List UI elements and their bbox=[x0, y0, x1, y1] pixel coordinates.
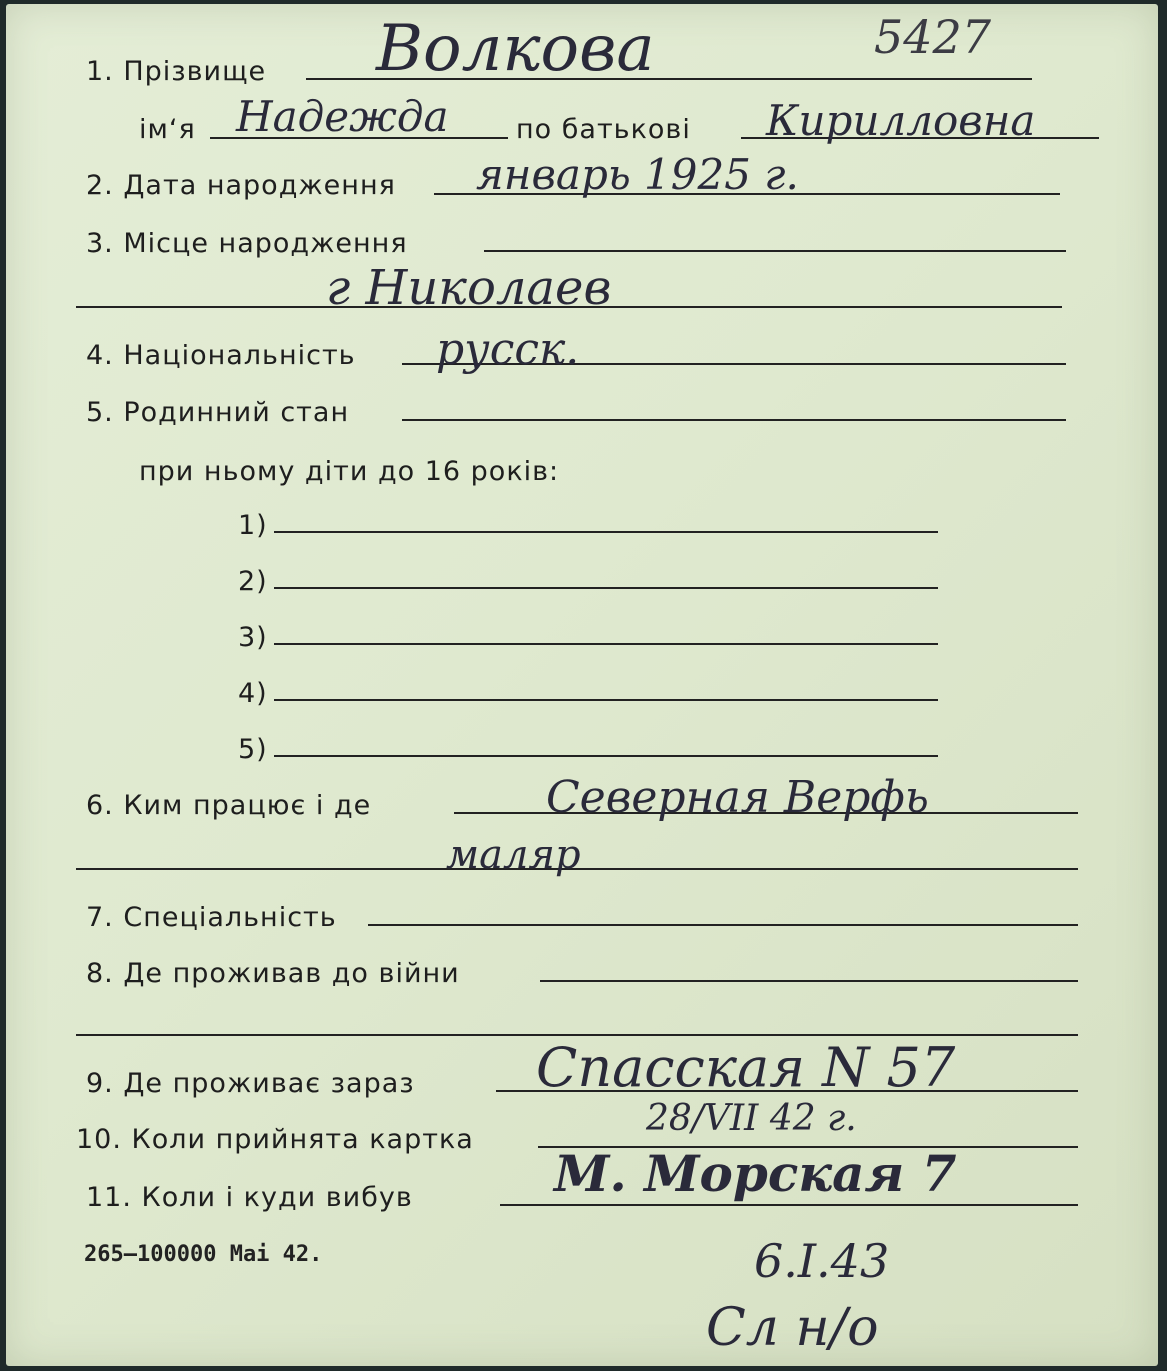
line-birth-place-1 bbox=[484, 250, 1066, 252]
label-birth-place: 3. Місце народження bbox=[86, 228, 408, 259]
line-prewar-residence-1 bbox=[540, 980, 1078, 982]
label-work: 6. Ким працює і де bbox=[86, 790, 372, 821]
hw-name: Надежда bbox=[236, 92, 449, 141]
line-child-1 bbox=[274, 531, 938, 533]
label-child-3: 3) bbox=[238, 622, 268, 653]
label-marital-status: 5. Родинний стан bbox=[86, 397, 350, 428]
hw-work-2: маляр bbox=[446, 832, 581, 878]
label-current-residence: 9. Де проживає зараз bbox=[86, 1068, 415, 1099]
hw-patronymic: Кирилловна bbox=[766, 96, 1036, 145]
print-code: 265–100000 Mai 42. bbox=[84, 1242, 323, 1267]
hw-departure: М. Морская 7 bbox=[554, 1144, 957, 1203]
label-name: ім‘я bbox=[139, 114, 196, 145]
label-patronymic: по батькові bbox=[516, 114, 691, 145]
hw-signature: Сл н/о bbox=[706, 1298, 879, 1358]
line-child-2 bbox=[274, 587, 938, 589]
hw-nationality: русск. bbox=[436, 324, 580, 375]
registration-card bbox=[6, 4, 1158, 1366]
hw-departure-date: 6.I.43 bbox=[754, 1234, 890, 1288]
hw-birth-date: январь 1925 г. bbox=[476, 150, 799, 199]
label-child-4: 4) bbox=[238, 678, 268, 709]
label-specialty: 7. Спеціальність bbox=[86, 902, 337, 933]
hw-work-1: Северная Верфь bbox=[546, 772, 929, 823]
label-departure: 11. Коли і куди вибув bbox=[86, 1182, 413, 1213]
label-children: при ньому діти до 16 років: bbox=[139, 456, 560, 487]
label-surname: 1. Прізвище bbox=[86, 56, 267, 87]
line-specialty bbox=[368, 924, 1078, 926]
label-birth-date: 2. Дата народження bbox=[86, 170, 396, 201]
line-child-3 bbox=[274, 643, 938, 645]
label-child-2: 2) bbox=[238, 566, 268, 597]
line-child-5 bbox=[274, 755, 938, 757]
hw-birth-place: г Николаев bbox=[326, 260, 612, 316]
line-departure bbox=[500, 1204, 1078, 1206]
hw-current-residence: Спасская N 57 bbox=[536, 1036, 956, 1099]
line-child-4 bbox=[274, 699, 938, 701]
line-marital-status bbox=[402, 419, 1066, 421]
label-nationality: 4. Національність bbox=[86, 340, 356, 371]
label-child-5: 5) bbox=[238, 734, 268, 765]
hw-surname: Волкова bbox=[376, 12, 655, 86]
label-child-1: 1) bbox=[238, 510, 268, 541]
hw-card-date: 28/VII 42 г. bbox=[646, 1098, 857, 1139]
label-card-date: 10. Коли прийнята картка bbox=[76, 1124, 474, 1155]
label-prewar-residence: 8. Де проживав до війни bbox=[86, 958, 460, 989]
hw-card-number: 5427 bbox=[874, 10, 992, 64]
